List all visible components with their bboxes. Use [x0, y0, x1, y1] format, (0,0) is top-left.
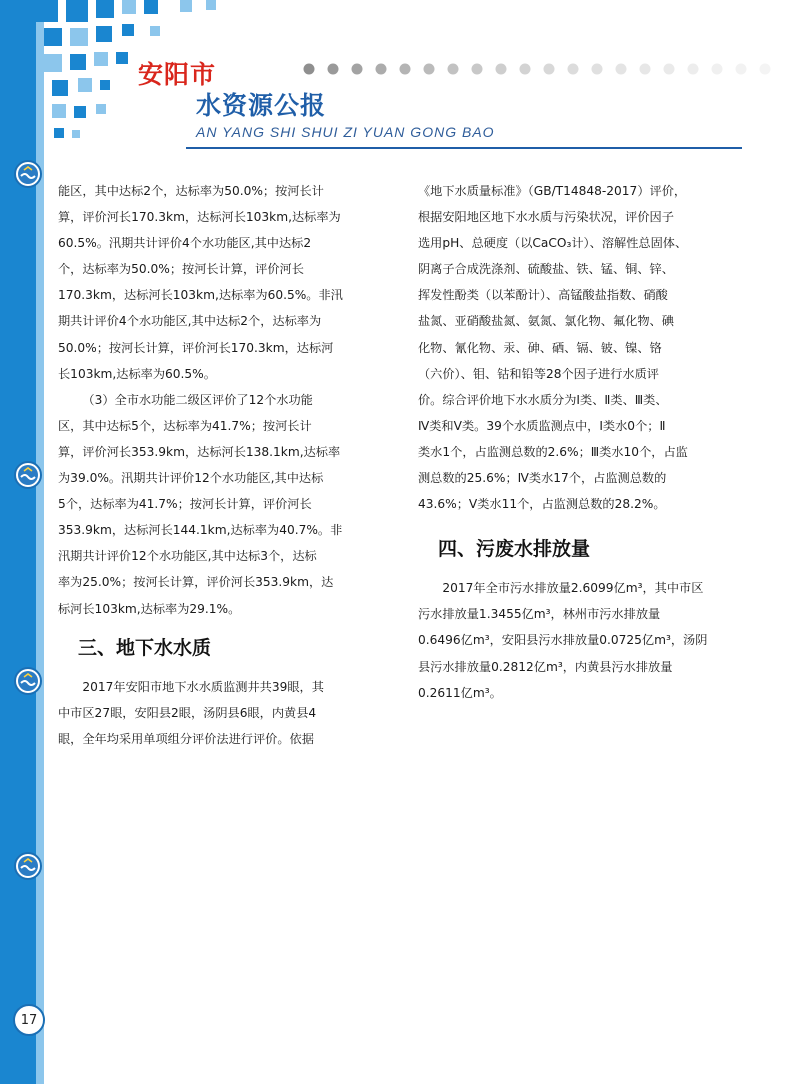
- water-emblem-icon: [14, 461, 42, 489]
- paragraph-groundwater-evaluation: 《地下水质量标准》（GB/T14848-2017）评价， 根据安阳地区地下水水质与污染状况，评价因子 选用pH、总硬度（以CaCO₃计）、溶解性总固体、 阴离子合成洗涤剂、硫酸盐、铁、锰、铜、锌、 挥发性酚类（以苯酚计）、高锰酸盐指数、硝酸 盐氮、亚硝酸盐氮、氨氮、氯化物、氟化物、碘 化物、氰化物、汞、砷、硒、镉、铍、镍、铬 （六价）、钼、钴和铅等28个因子进行水质评 价。综合评价地下水水质分为Ⅰ类、Ⅱ类、Ⅲ类、 Ⅳ类和Ⅴ类。39个水质监测点中，Ⅰ类水0个；Ⅱ 类水1个，占监测总数的2.6%；Ⅲ类水10个，占监 测总数的25.6%；Ⅳ类水17个，占监测总数的 43.6%；Ⅴ类水11个，占监测总数的28.2%。: [418, 184, 688, 512]
- paragraph-wastewater: 2017年全市污水排放量2.6099亿m³，其中市区 污水排放量1.3455亿m³，林州市污水排放量 0.6496亿m³，安阳县污水排放量0.0725亿m³，汤阴 县污水排放量0.2812亿m³，内黄县污水排放量 0.2611亿m³。: [418, 581, 708, 700]
- water-emblem-icon: [14, 667, 42, 695]
- left-column: [58, 178, 386, 752]
- header-dots-decoration: [303, 63, 773, 75]
- paragraph-function-zones-level2: （3）全市水功能二级区评价了12个水功能 区，其中达标5个，达标率为41.7%；按河长计 算，评价河长353.9km，达标河长138.1km,达标率 为39.0%。汛期共计评价12个水功能区,其中达标 5个，达标率为41.7%；按河长计算，评价河长 353.9km，达标河长144.1km,达标率为40.7%。非 汛期共计评价12个水功能区,其中达标3个，达标 率为25.0%；按河长计算，评价河长353.9km，达 标河长103km,达标率为29.1%。: [58, 392, 343, 616]
- water-emblem-icon: [14, 852, 42, 880]
- header-divider: [186, 147, 742, 149]
- paragraph-function-zones-level1: 能区，其中达标2个，达标率为50.0%；按河长计 算，评价河长170.3km，达标河长103km,达标率为 60.5%。汛期共计评价4个水功能区,其中达标2 个，达标率为50.0%；按河长计算，评价河长 170.3km，达标河长103km,达标率为60.5%。非汛 期共计评价4个水功能区,其中达标2个，达标率为 50.0%；按河长计算，评价河长170.3km，达标河 长103km,达标率为60.5%。: [58, 184, 343, 381]
- header-subtitle: AN YANG SHI SHUI ZI YUAN GONG BAO: [196, 124, 495, 140]
- right-column: [418, 178, 746, 706]
- section-title-wastewater: 四、污废水排放量: [438, 538, 591, 561]
- page-number: 17: [13, 1004, 45, 1036]
- section-title-groundwater: 三、地下水水质: [78, 636, 212, 659]
- header-title-city: 安阳市: [138, 60, 217, 89]
- water-emblem-icon: [14, 160, 42, 188]
- paragraph-groundwater-intro: 2017年安阳市地下水水质监测井共39眼，其 中市区27眼，安阳县2眼，汤阴县6眼，内黄县4 眼，全年均采用单项组分评价法进行评价。依据: [58, 679, 324, 746]
- header-title-report: 水资源公报: [196, 91, 327, 120]
